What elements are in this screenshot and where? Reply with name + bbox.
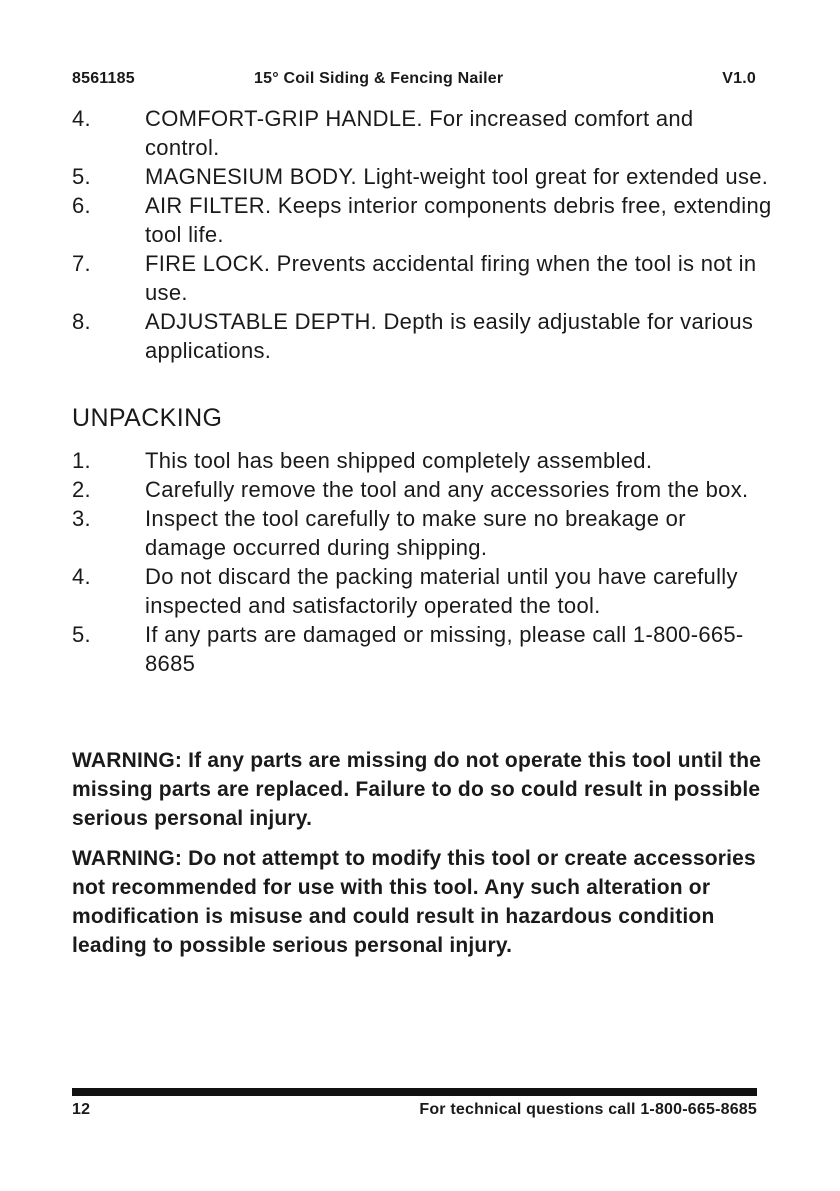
- item-text: Do not discard the packing material until you have carefully inspected and satisfactorily operated the tool.: [145, 564, 738, 618]
- list-item: [72, 104, 772, 162]
- footer-support-text: For technical questions call 1-800-665-8685: [419, 1101, 757, 1118]
- document-id: 8561185: [72, 70, 135, 87]
- item-text: AIR FILTER. Keeps interior components debris free, extending tool life.: [145, 193, 772, 247]
- list-item: [72, 162, 772, 191]
- list-item: [72, 249, 772, 307]
- list-item: [72, 620, 772, 678]
- warning-missing-parts: WARNING: If any parts are missing do not operate this tool until the missing parts are replaced. Failure to do so could result in possible serious personal injury.: [72, 749, 762, 830]
- list-item: [72, 562, 772, 620]
- item-text: Inspect the tool carefully to make sure no breakage or damage occurred during shipping.: [145, 506, 686, 560]
- item-text: If any parts are damaged or missing, please call 1-800-665-8685: [145, 622, 744, 676]
- footer-divider: [72, 1088, 757, 1096]
- item-text: Carefully remove the tool and any accessories from the box.: [145, 477, 749, 502]
- item-text: This tool has been shipped completely assembled.: [145, 448, 653, 473]
- unpacking-list: [72, 446, 772, 678]
- page-footer: [72, 1101, 757, 1123]
- item-text: COMFORT-GRIP HANDLE. For increased comfort and control.: [145, 106, 694, 160]
- item-number: 5.: [72, 164, 91, 189]
- page-number: 12: [72, 1101, 91, 1118]
- item-number: 7.: [72, 251, 91, 276]
- item-number: 6.: [72, 193, 91, 218]
- warning-modification: WARNING: Do not attempt to modify this tool or create accessories not recommended for use with this tool. Any such alteration or modification is misuse and could result in hazardous condition leading to possible serious personal injury.: [72, 847, 756, 957]
- item-number: 5.: [72, 622, 91, 647]
- features-list: [72, 104, 772, 365]
- list-item: [72, 446, 772, 475]
- item-number: 4.: [72, 564, 91, 589]
- item-number: 4.: [72, 106, 91, 131]
- list-item: [72, 191, 772, 249]
- section-heading-unpacking: UNPACKING: [72, 404, 223, 432]
- item-text: MAGNESIUM BODY. Light-weight tool great for extended use.: [145, 164, 769, 189]
- item-number: 3.: [72, 506, 91, 531]
- item-number: 8.: [72, 309, 91, 334]
- item-number: 1.: [72, 448, 91, 473]
- item-number: 2.: [72, 477, 91, 502]
- document-version: V1.0: [722, 70, 756, 87]
- page-header: [72, 70, 756, 92]
- list-item: [72, 475, 772, 504]
- list-item: [72, 307, 772, 365]
- item-text: ADJUSTABLE DEPTH. Depth is easily adjustable for various applications.: [145, 309, 754, 363]
- list-item: [72, 504, 772, 562]
- document-title: 15° Coil Siding & Fencing Nailer: [254, 70, 504, 87]
- item-text: FIRE LOCK. Prevents accidental firing when the tool is not in use.: [145, 251, 757, 305]
